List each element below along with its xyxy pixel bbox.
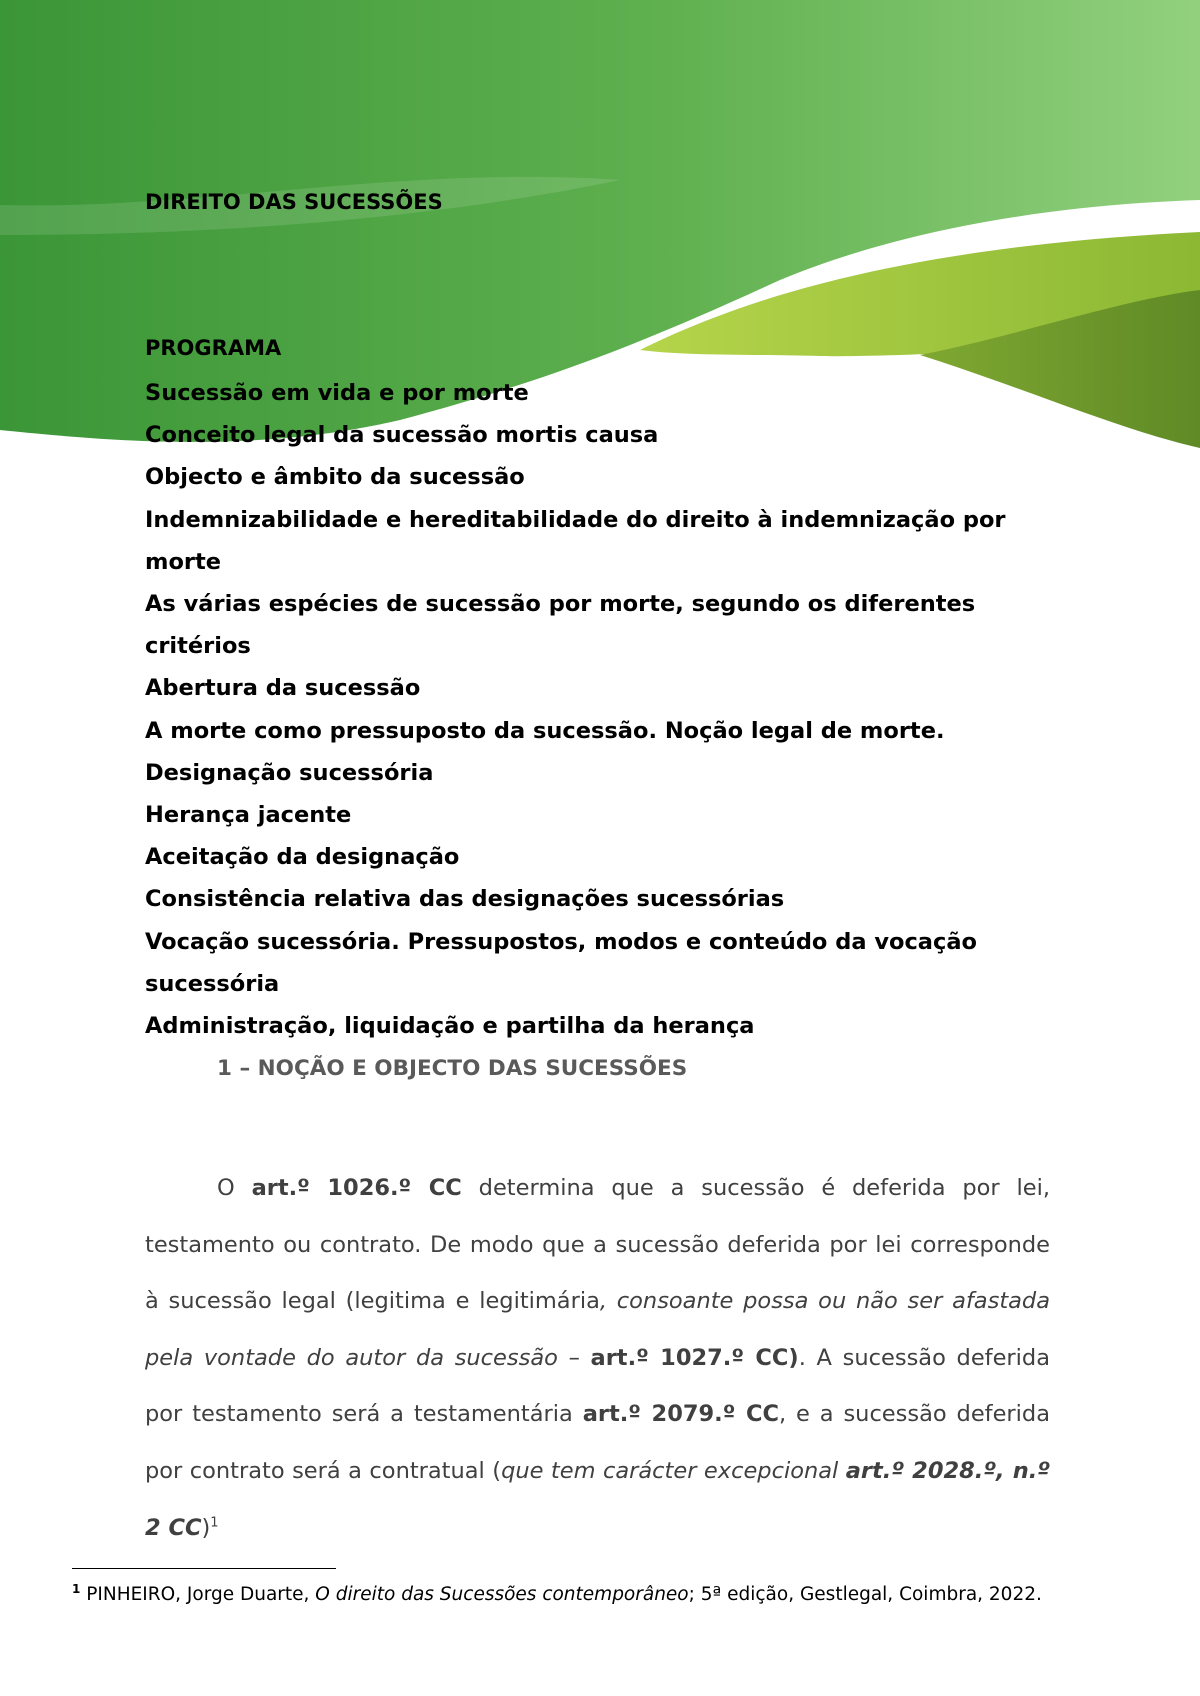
- paragraph-text: ): [201, 1514, 211, 1541]
- legal-reference: art.º 1027.º CC): [590, 1344, 799, 1371]
- footnote-reference[interactable]: 1: [210, 1515, 219, 1531]
- legal-reference: art.º 2028.º, n.º 2 CC: [145, 1457, 1050, 1541]
- program-item: Conceito legal da sucessão mortis causa: [145, 422, 659, 449]
- paragraph-italic-text: , consoante possa ou não ser afastada pela vontade do autor da sucessão –: [145, 1288, 1050, 1371]
- paragraph-italic-text: que tem carácter excepcional: [501, 1457, 846, 1484]
- program-item: Herança jacente: [145, 802, 352, 829]
- footnote: [72, 1577, 1062, 1607]
- legal-reference: art.º 2079.º CC: [582, 1401, 779, 1428]
- program-item: A morte como pressuposto da sucessão. Noção legal de morte.: [145, 717, 945, 744]
- program-item: Consistência relativa das designações sucessórias: [145, 886, 785, 913]
- program-item: Indemnizabilidade e hereditabilidade do direito à indemnização por morte: [145, 506, 1006, 575]
- footnote-text: ; 5ª edição, Gestlegal, Coimbra, 2022.: [688, 1584, 1042, 1606]
- section-heading: 1 – NOÇÃO E OBJECTO DAS SUCESSÕES: [217, 1056, 688, 1081]
- program-item: Abertura da sucessão: [145, 675, 421, 702]
- paragraph-text: determina que a sucessão é deferida por lei, testamento ou contrato. De modo que a sucessão deferida por lei corresponde à sucessão legal (legitima e legitimária: [145, 1175, 1050, 1315]
- program-item: Administração, liquidação e partilha da herança: [145, 1013, 755, 1040]
- program-item: Aceitação da designação: [145, 844, 460, 871]
- paragraph-text: O: [217, 1175, 252, 1201]
- legal-reference: art.º 1026.º CC: [251, 1175, 462, 1201]
- program-item: Designação sucessória: [145, 759, 434, 786]
- footnote-marker: 1: [72, 1582, 81, 1596]
- footnote-separator: [72, 1568, 336, 1569]
- paragraph-text: , e a sucessão deferida por contrato será a contratual (: [145, 1401, 1051, 1484]
- document-title: DIREITO DAS SUCESSÕES: [145, 190, 443, 214]
- program-item: As várias espécies de sucessão por morte, segundo os diferentes critérios: [145, 591, 976, 660]
- program-item: Vocação sucessória. Pressupostos, modos e conteúdo da vocação sucessória: [145, 928, 977, 997]
- program-list: [145, 372, 1050, 1047]
- body-paragraph: [145, 1160, 1050, 1556]
- footnote-book-title: O direito das Sucessões contemporâneo: [315, 1584, 689, 1606]
- footnote-text: PINHEIRO, Jorge Duarte,: [80, 1584, 316, 1606]
- paragraph-text: . A sucessão deferida por testamento será a testamentária: [145, 1344, 1050, 1428]
- program-item: Sucessão em vida e por morte: [145, 380, 529, 406]
- program-item: Objecto e âmbito da sucessão: [145, 464, 525, 491]
- program-title: PROGRAMA: [145, 336, 282, 360]
